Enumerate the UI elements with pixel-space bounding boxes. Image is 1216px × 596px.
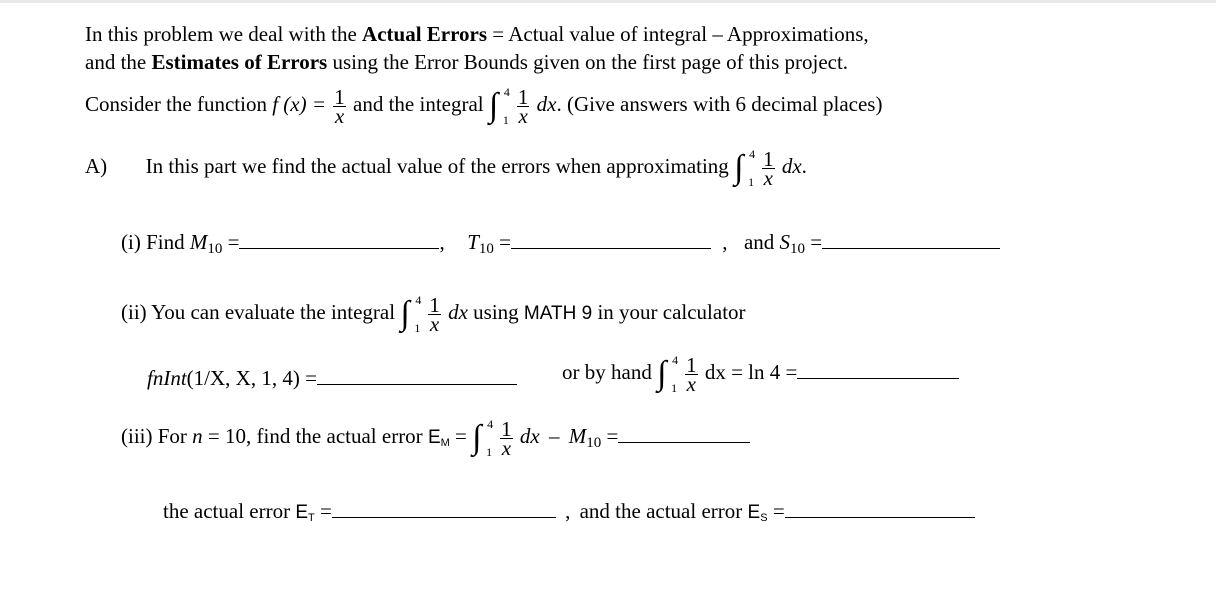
intro-line-1: [85, 21, 869, 47]
t10-answer-blank[interactable]: [511, 230, 711, 249]
m-symbol: M: [189, 230, 208, 254]
function-name: f (x) =: [272, 92, 327, 116]
fnint-answer-blank[interactable]: [317, 366, 517, 385]
and-text: and: [743, 230, 780, 254]
actual-errors-line: [163, 498, 975, 531]
lower-limit: 1: [486, 445, 493, 460]
frac-den: x: [334, 103, 345, 128]
n-equals-text: = 10, find the actual error: [202, 424, 428, 448]
function-fraction: [333, 84, 346, 128]
dx: dx: [781, 154, 802, 178]
comma: ,: [722, 230, 728, 254]
equals: =: [805, 230, 823, 254]
intro-line-2: [85, 49, 848, 75]
using-text: using: [467, 300, 524, 324]
n-symbol: n: [192, 424, 203, 448]
part-ii-label: (ii) You can evaluate the integral: [121, 300, 396, 324]
lower-limit: 1: [502, 113, 509, 128]
actual-error-label: and the actual error: [579, 499, 748, 523]
math9-key: MATH 9: [523, 303, 593, 324]
frac-den: x: [686, 371, 696, 396]
es-subscript: S: [760, 512, 768, 524]
lower-limit: 1: [671, 381, 678, 396]
or-by-hand-text: or by hand: [562, 360, 652, 384]
upper-limit: 4: [672, 353, 679, 368]
comma: ,: [565, 499, 571, 523]
intro-text: and the: [85, 50, 152, 74]
consider-label: Consider the function: [85, 92, 273, 116]
dx: dx: [536, 92, 557, 116]
es-answer-blank[interactable]: [785, 499, 975, 518]
integrand-fraction: [685, 352, 698, 396]
part-i-line: [121, 229, 1000, 262]
equals: =: [449, 424, 467, 448]
consider-line: [85, 82, 882, 128]
equals: =: [601, 424, 619, 448]
integrand-fraction: [517, 84, 530, 128]
period: .: [801, 154, 807, 178]
t-symbol: T: [467, 230, 479, 254]
by-hand-answer-blank[interactable]: [797, 360, 959, 379]
dx: dx: [519, 424, 540, 448]
by-hand-line: [562, 350, 959, 396]
part-iii-line: [121, 414, 750, 465]
m-subscript: 10: [586, 435, 602, 451]
frac-num: 1: [686, 352, 697, 377]
part-a-text: In this part we find the actual value of the errors when approximating: [145, 154, 729, 178]
em-answer-blank[interactable]: [618, 424, 750, 443]
integral-sign: ∫ 4 1: [488, 85, 510, 128]
part-iii-label: (iii) For: [121, 424, 193, 448]
fnint-label: fnInt: [147, 366, 187, 390]
upper-limit: 4: [503, 85, 510, 100]
frac-den: x: [763, 165, 773, 190]
s-symbol: S: [779, 230, 791, 254]
et-answer-blank[interactable]: [332, 499, 556, 518]
m10-answer-blank[interactable]: [239, 230, 439, 249]
part-ii-line: [121, 290, 746, 336]
ln4-text: dx = ln 4 =: [704, 360, 798, 384]
integral-sign: ∫ 4 1: [734, 147, 756, 190]
integrand-fraction: [762, 146, 775, 190]
top-border: [0, 0, 1216, 3]
upper-limit: 4: [749, 147, 756, 162]
actual-errors-term: Actual Errors: [362, 22, 488, 46]
e-subscript: M: [440, 437, 450, 449]
frac-num: 1: [763, 146, 774, 171]
intro-text: = Actual value of integral – Approximations,: [487, 22, 869, 46]
equals: =: [767, 499, 785, 523]
fnint-args: (1/X, X, 1, 4) =: [186, 366, 317, 390]
upper-limit: 4: [415, 293, 422, 308]
es-symbol: E: [747, 502, 761, 523]
part-a-line: [85, 144, 807, 190]
lower-limit: 1: [414, 321, 421, 336]
s-subscript: 10: [790, 241, 806, 257]
m-symbol: M: [568, 424, 587, 448]
equals: =: [222, 230, 240, 254]
m-subscript: 10: [207, 241, 223, 257]
equals: =: [493, 230, 511, 254]
s10-answer-blank[interactable]: [822, 230, 1000, 249]
fnint-line: [147, 365, 517, 391]
intro-text: using the Error Bounds given on the first page of this project.: [327, 50, 849, 74]
minus-sign: –: [548, 424, 560, 448]
calculator-text: in your calculator: [592, 300, 746, 324]
frac-num: 1: [334, 84, 345, 109]
frac-num: 1: [517, 84, 529, 109]
e-symbol: E: [427, 427, 441, 448]
integrand-fraction: [428, 292, 441, 336]
comma: ,: [439, 230, 445, 254]
part-a-letter: A): [85, 154, 108, 178]
integrand-fraction: [500, 416, 513, 460]
dx: dx: [448, 300, 468, 324]
and-integral-text: and the integral: [353, 92, 489, 116]
estimates-of-errors-term: Estimates of Errors: [151, 50, 328, 74]
part-i-label: (i) Find: [121, 230, 190, 254]
et-subscript: T: [308, 512, 315, 524]
frac-den: x: [501, 435, 512, 460]
frac-num: 1: [501, 416, 512, 441]
equals: =: [314, 499, 332, 523]
integral-sign: ∫ 4 1: [400, 293, 422, 336]
lower-limit: 1: [748, 175, 755, 190]
integral-sign: ∫ 4 1: [657, 353, 679, 396]
integral-sign: ∫ 4 1: [472, 417, 494, 460]
decimal-note: . (Give answers with 6 decimal places): [556, 92, 883, 116]
actual-error-label: the actual error: [163, 499, 296, 523]
frac-num: 1: [429, 292, 440, 317]
upper-limit: 4: [487, 417, 494, 432]
frac-den: x: [429, 311, 440, 336]
intro-text: In this problem we deal with the: [85, 22, 363, 46]
t-subscript: 10: [478, 241, 494, 257]
frac-den: x: [518, 103, 528, 128]
et-symbol: E: [295, 502, 309, 523]
